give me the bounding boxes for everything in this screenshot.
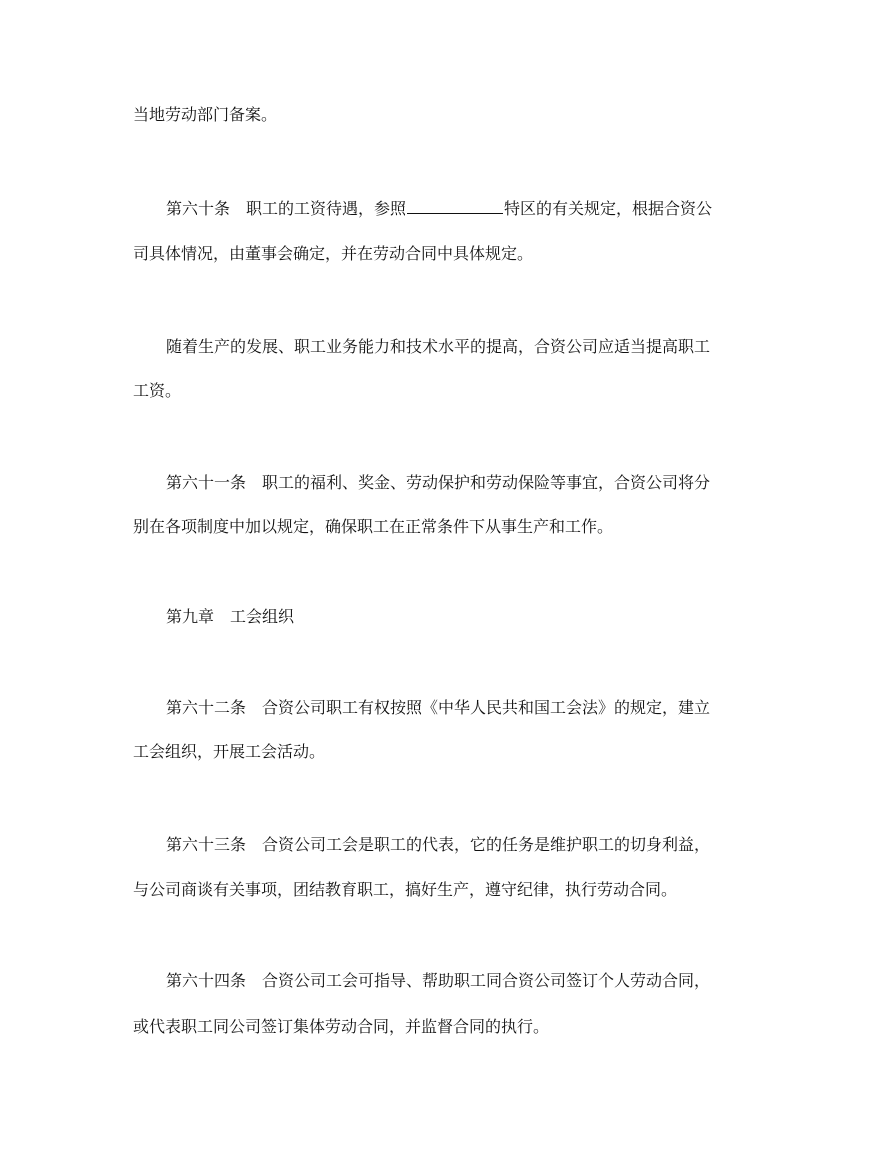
article-63-line-2: 与公司商谈有关事项，团结教育职工，搞好生产，遵守纪律，执行劳动合同。 bbox=[133, 880, 678, 899]
article-60-line-1 bbox=[166, 198, 712, 220]
article-62-line-1: 第六十二条 合资公司职工有权按照《中华人民共和国工会法》的规定，建立 bbox=[166, 698, 711, 717]
fill-in-blank bbox=[407, 199, 503, 214]
article-60-text-a: 第六十条 职工的工资待遇，参照 bbox=[166, 199, 407, 218]
article-60-line-2: 司具体情况，由董事会确定，并在劳动合同中具体规定。 bbox=[133, 244, 534, 263]
article-61-line-2: 别在各项制度中加以规定，确保职工在正常条件下从事生产和工作。 bbox=[133, 517, 614, 536]
article-63-line-1: 第六十三条 合资公司工会是职工的代表，它的任务是维护职工的切身利益， bbox=[166, 835, 711, 854]
chapter-heading: 第九章 工会组织 bbox=[166, 607, 295, 626]
article-64-line-2: 或代表职工同公司签订集体劳动合同，并监督合同的执行。 bbox=[133, 1017, 550, 1036]
paragraph-line: 随着生产的发展、职工业务能力和技术水平的提高，合资公司应适当提高职工 bbox=[166, 337, 711, 356]
article-60-text-b: 特区的有关规定，根据合资公 bbox=[504, 199, 713, 218]
article-61-line-1: 第六十一条 职工的福利、奖金、劳动保护和劳动保险等事宜，合资公司将分 bbox=[166, 473, 711, 492]
paragraph-line: 当地劳动部门备案。 bbox=[133, 105, 278, 124]
article-64-line-1: 第六十四条 合资公司工会可指导、帮助职工同合资公司签订个人劳动合同， bbox=[166, 971, 711, 990]
paragraph-line: 工资。 bbox=[133, 381, 182, 400]
article-62-line-2: 工会组织，开展工会活动。 bbox=[133, 742, 326, 761]
